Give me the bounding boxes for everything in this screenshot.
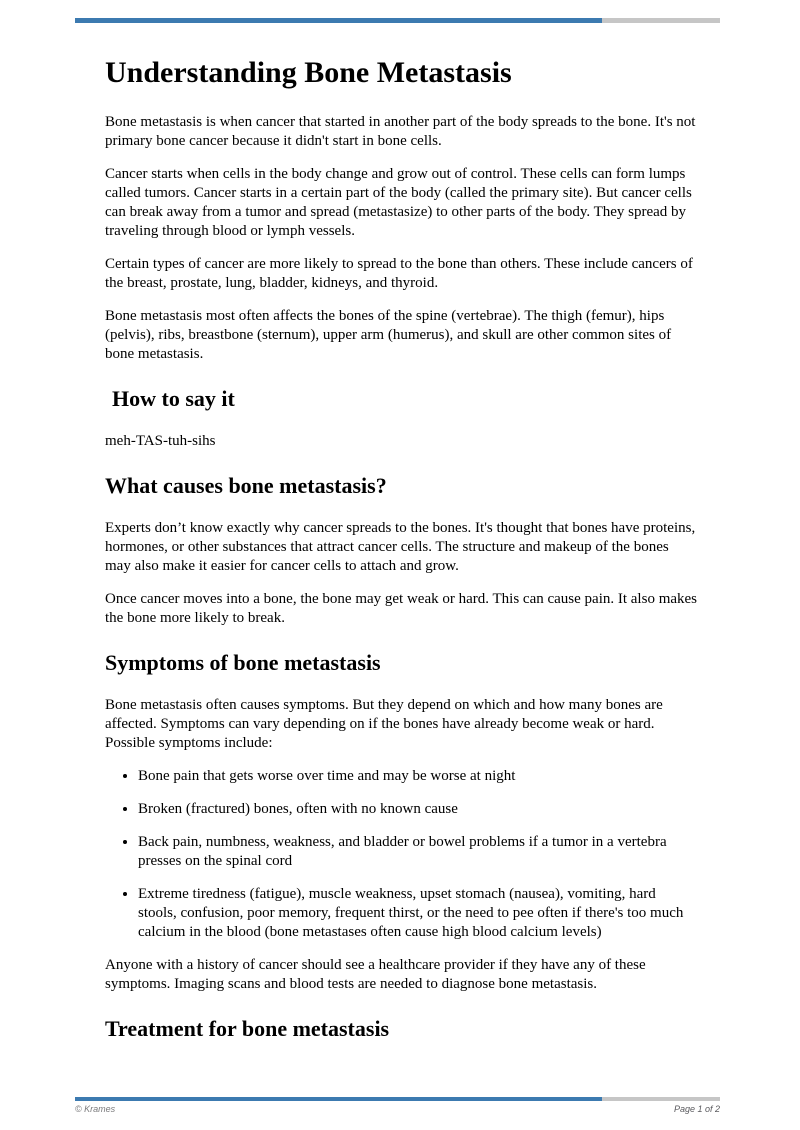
causes-paragraph: Experts don’t know exactly why cancer spreads to the bones. It's thought that bones have proteins, hormones, or other substances that attract cancer cells. The structure and makeup of the bones may also make it easier for cancer cells to attach and grow. bbox=[105, 520, 696, 574]
document-body bbox=[105, 0, 697, 1062]
footer-copyright: © Krames bbox=[75, 1104, 116, 1114]
footer-page-number: Page 1 of 2 bbox=[673, 1104, 720, 1114]
page-footer bbox=[75, 1103, 720, 1115]
symptom-list-item: • Extreme tiredness (fatigue), muscle weakness, upset stomach (nausea), vomiting, hard stools, confusion, poor memory, frequent thirst, or the need to pee often if there's too much calcium in the blood (bone metastases often cause high blood calcium levels) bbox=[138, 885, 697, 942]
symptom-list-item: • Back pain, numbness, weakness, and bladder or bowel problems if a tumor in a vertebra presses on the spinal cord bbox=[138, 833, 697, 871]
bottom-divider-accent bbox=[75, 1097, 602, 1101]
intro-paragraph: Certain types of cancer are more likely to spread to the bone than others. These include cancers of the breast, prostate, lung, bladder, kidneys, and thyroid. bbox=[105, 256, 693, 291]
heading-causes: What causes bone metastasis? bbox=[105, 473, 387, 498]
bottom-divider-rule bbox=[75, 1097, 720, 1101]
intro-paragraph: Cancer starts when cells in the body change and grow out of control. These cells can form lumps called tumors. Cancer starts in a certain part of the body (called the primary site). But cancer cells can break away from a tumor and spread (metastasize) to other parts of the body. They spread by traveling through blood or lymph vessels. bbox=[105, 166, 692, 239]
symptom-list bbox=[105, 767, 697, 942]
causes-paragraph: Once cancer moves into a bone, the bone may get weak or hard. This can cause pain. It also makes the bone more likely to break. bbox=[105, 591, 698, 626]
page-title: Understanding Bone Metastasis bbox=[105, 56, 512, 89]
symptom-list-item: • Bone pain that gets worse over time and may be worse at night bbox=[138, 767, 697, 786]
symptom-list-item: • Broken (fractured) bones, often with no known cause bbox=[138, 800, 697, 819]
pronunciation-text: meh-TAS-tuh-sihs bbox=[105, 433, 216, 449]
heading-how-to-say-it: How to say it bbox=[112, 386, 235, 411]
intro-paragraph: Bone metastasis is when cancer that started in another part of the body spreads to the bone. It's not primary bone cancer because it didn't start in bone cells. bbox=[105, 114, 696, 149]
symptoms-note: Anyone with a history of cancer should see a healthcare provider if they have any of these symptoms. Imaging scans and blood tests are needed to diagnose bone metastasis. bbox=[105, 957, 646, 992]
intro-paragraph: Bone metastasis most often affects the bones of the spine (vertebrae). The thigh (femur), hips (pelvis), ribs, breastbone (sternum), upper arm (humerus), and skull are other common sites of bone metastasis. bbox=[105, 308, 672, 362]
heading-symptoms: Symptoms of bone metastasis bbox=[105, 650, 381, 675]
symptoms-intro: Bone metastasis often causes symptoms. But they depend on which and how many bones are affected. Symptoms can vary depending on if the bones have already become weak or hard. Possible symptoms include: bbox=[105, 697, 663, 751]
heading-treatment: Treatment for bone metastasis bbox=[105, 1016, 390, 1041]
